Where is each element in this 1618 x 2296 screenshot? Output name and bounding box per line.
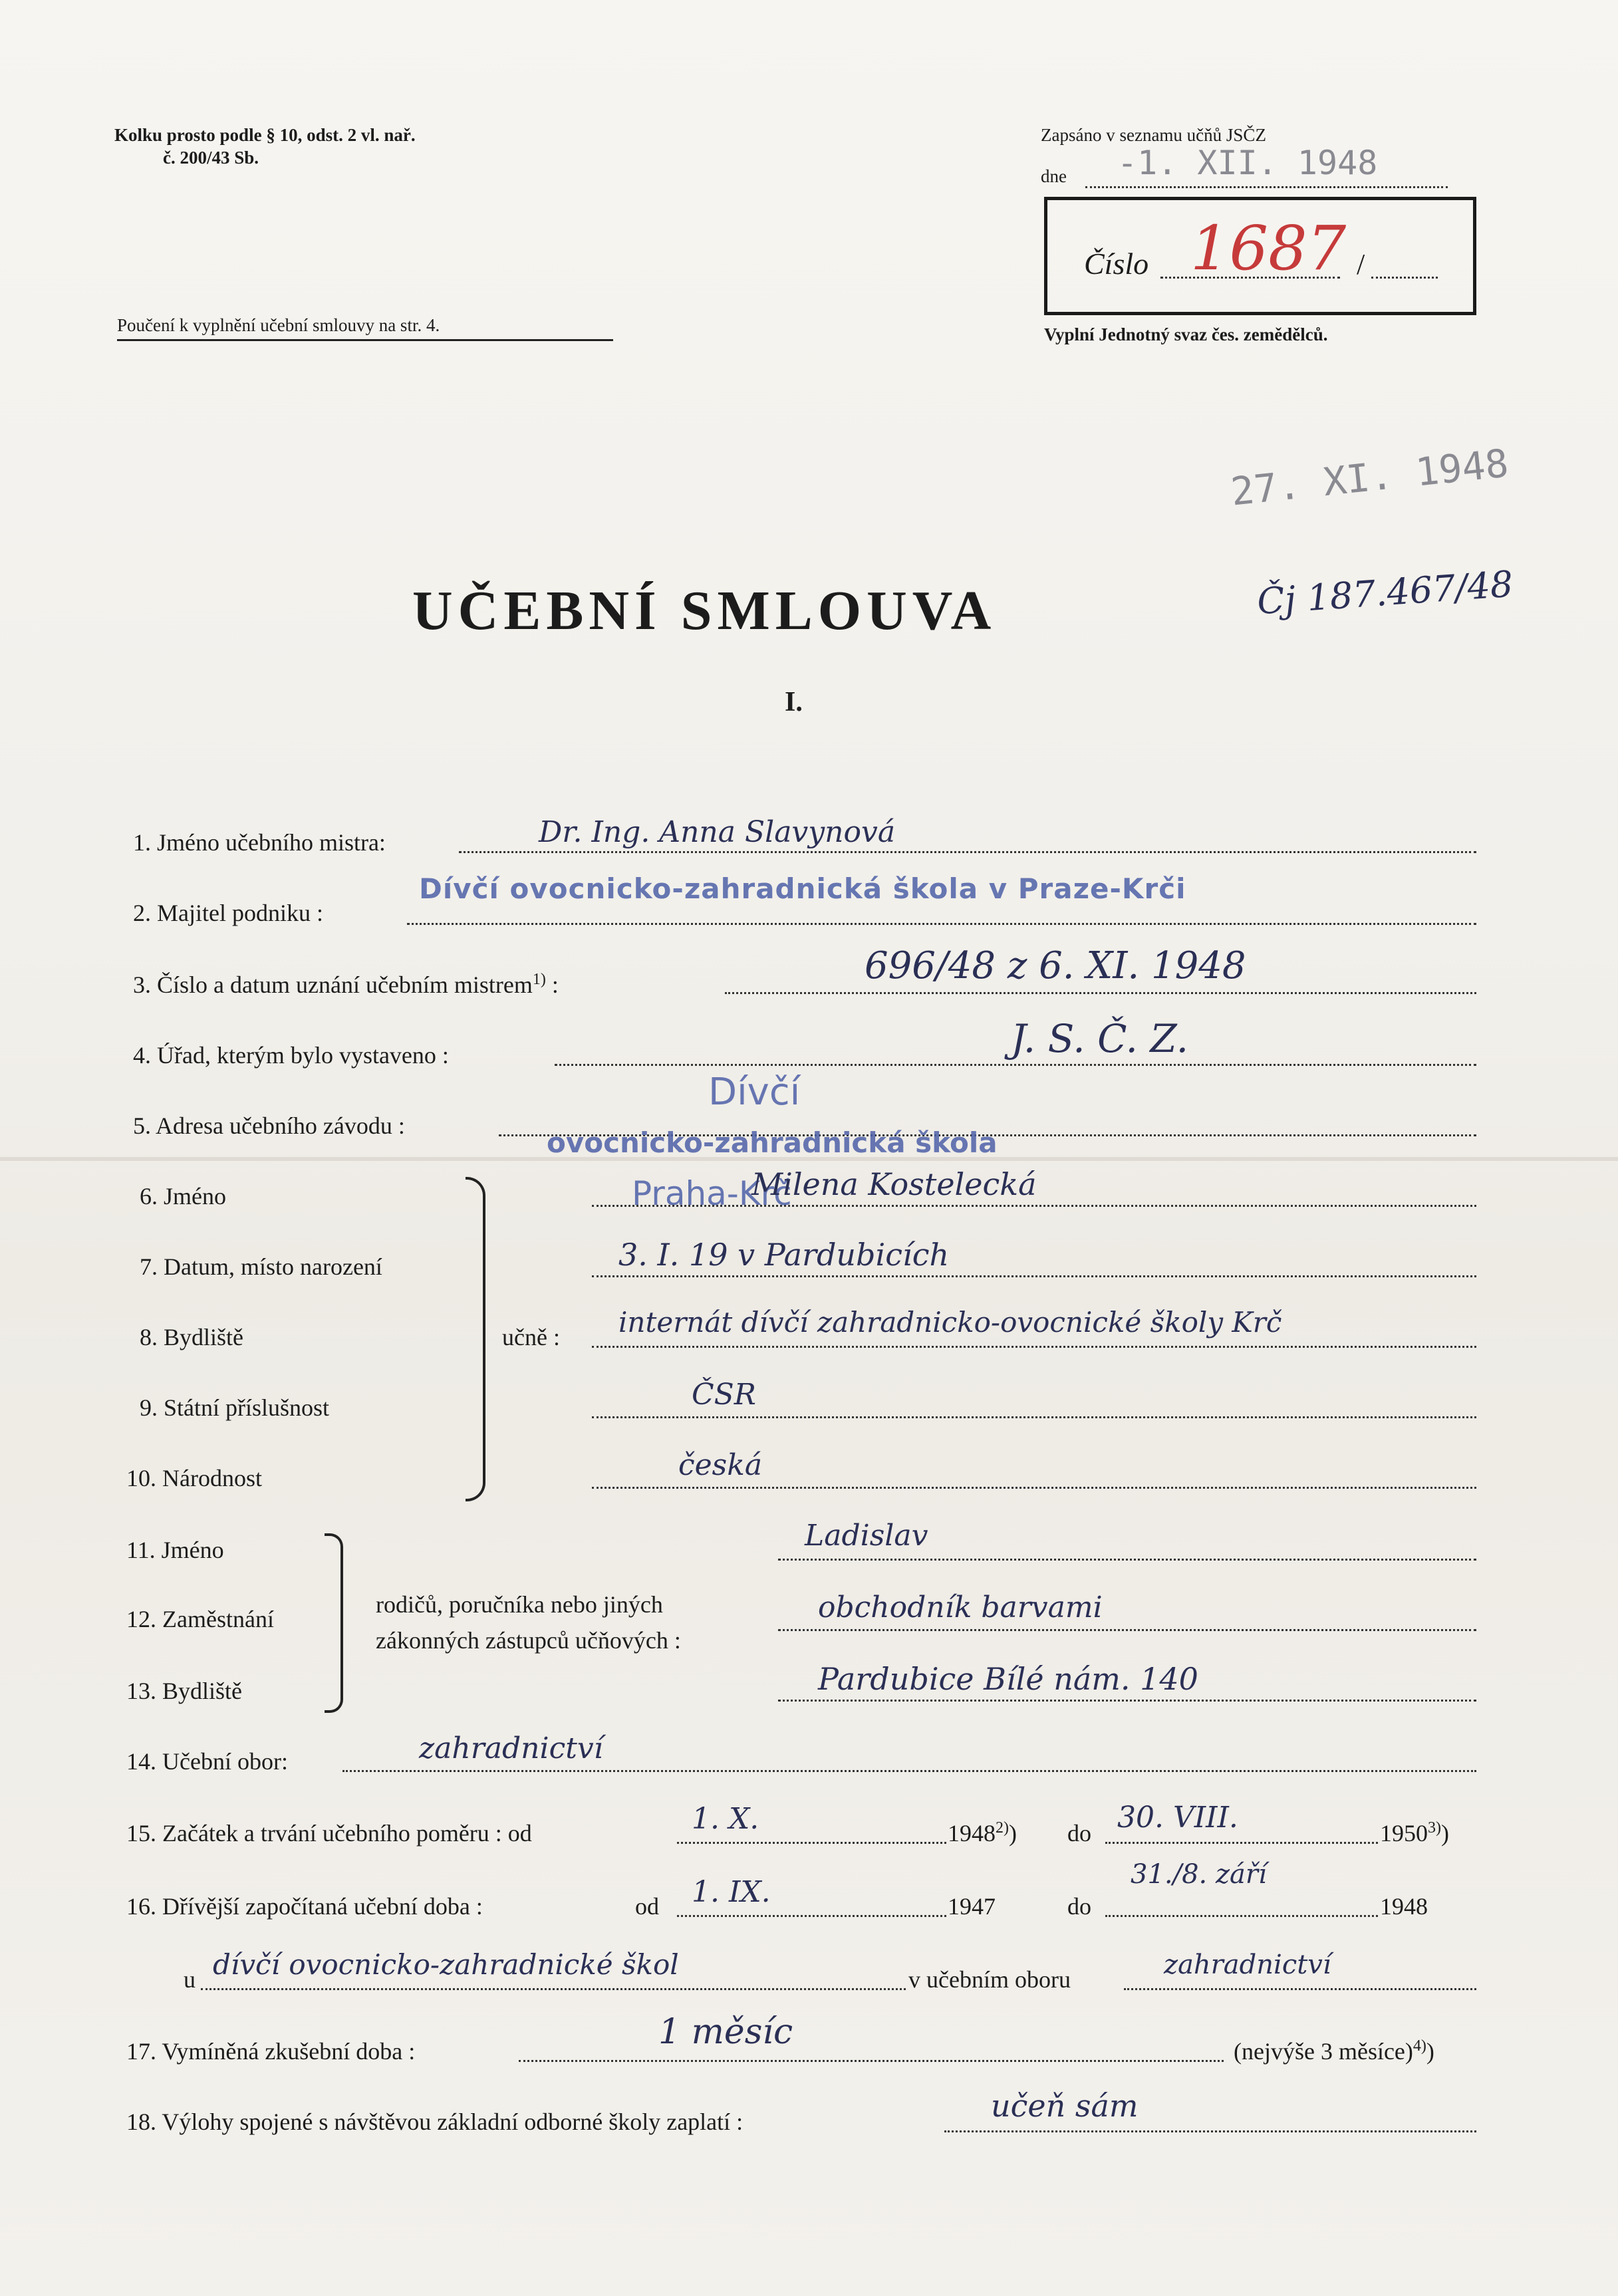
field-15-label: 15. Začátek a trvání učebního poměru : od [126,1820,532,1847]
school-stamp-line-3: Praha-Krč [632,1174,792,1213]
field-16-from: 1. IX. [692,1875,771,1909]
parents-brace [325,1533,343,1713]
field-3-label [133,971,559,999]
number-label: Číslo [1084,247,1149,281]
field-16b-branch-label: v učebním oboru [908,1966,1071,1993]
number-suffix: / [1357,248,1365,281]
field-15-from-year: 1948$^{2)}$) [948,1819,1017,1847]
document-title: UČEBNÍ SMLOUVA [412,580,997,642]
field-3-value: 696/48 z 6. XI. 1948 [865,944,1246,987]
field-3-colon: : [551,971,559,998]
stamp-duty-decree: č. 200/43 Sb. [163,148,259,168]
field-7-value: 3. I. 19 v Pardubicích [618,1237,950,1273]
field-15-from: 1. X. [692,1802,759,1836]
field-17-label: 17. Vymíněná zkušební doba : [126,2038,416,2065]
field-15-from-year-text: 1948 [948,1820,996,1847]
field-16-to: 31./8. září [1131,1859,1267,1890]
field-3-label-text: 3. Číslo a datum uznání učebním mistrem [133,971,533,998]
field-13-value: Pardubice Bílé nám. 140 [818,1661,1198,1697]
field-17-value: 1 měsíc [658,2012,793,2052]
received-date-stamp: 27. XI. 1948 [1228,440,1511,515]
field-10-label: 10. Národnost [126,1465,262,1491]
field-2-stamp: Dívčí ovocnicko-zahradnická škola v Praze-Krči [419,872,1186,905]
field-14-value: zahradnictví [419,1731,603,1765]
field-9-label: 9. Státní příslušnost [140,1394,330,1421]
field-17-note: (nejvýše 3 měsíce)$^{4)}$) [1234,2037,1434,2065]
field-3-footnote-mark: 1) [532,971,546,988]
field-1-value: Dr. Ing. Anna Slavynová [539,815,896,849]
field-16b-at-label: u [184,1966,196,1993]
field-4-value: J. S. Č. Z. [1011,1016,1189,1061]
field-9-value: ČSR [692,1378,756,1412]
apprentice-brace [466,1177,485,1501]
school-stamp-line-2: ovocnicko-zahradnická škola [547,1126,998,1159]
field-8-label: 8. Bydliště [140,1324,244,1350]
field-11-label: 11. Jméno [126,1537,224,1563]
field-12-label: 12. Zaměstnání [126,1606,274,1632]
field-6-value: Milena Kostelecká [751,1166,1037,1202]
field-5-label: 5. Adresa učebního závodu : [133,1112,405,1139]
instructions-note: Poučení k vyplnění učební smlouvy na str. 4. [117,315,440,335]
registry-date-stamp: -1. XII. 1948 [1117,144,1378,182]
field-18-value: učeň sám [991,2088,1139,2124]
section-number: I. [785,687,803,717]
field-17-note-text: (nejvýše 3 měsíce) [1234,2038,1413,2065]
field-16-from-label: od [635,1893,659,1920]
field-6-label: 6. Jméno [140,1183,226,1210]
field-18-label: 18. Výlohy spojené s návštěvou základní odborné školy zaplatí : [126,2108,743,2135]
field-16-to-year: 1948 [1380,1893,1428,1920]
field-15-to-year: 1950$^{3)}$) [1380,1819,1449,1847]
field-8-value: internát dívčí zahradnicko-ovocnické školy Krč [618,1306,1282,1339]
field-15-to-label: do [1067,1820,1091,1847]
school-stamp-line-1: Dívčí [708,1071,801,1114]
stamp-duty-note: Kolku prosto podle § 10, odst. 2 vl. nař. [114,125,416,145]
field-16b-branch-value: zahradnictví [1164,1950,1331,1980]
field-12-value: obchodník barvami [818,1591,1103,1624]
reference-number: Čj 187.467/48 [1256,563,1515,623]
field-13-label: 13. Bydliště [126,1678,243,1704]
parents-label-line-1: rodičů, poručníka nebo jiných [376,1591,663,1618]
field-15-footnote-a: 2) [996,1819,1009,1837]
field-15-to-year-text: 1950 [1380,1820,1428,1847]
field-16-from-year: 1947 [948,1893,996,1920]
field-16b-at-value: dívčí ovocnicko-zahradnické škol [213,1948,679,1981]
field-16-to-label: do [1067,1893,1091,1920]
field-1-label: 1. Jméno učebního mistra: [133,829,386,856]
registry-number-value: 1687 [1190,213,1347,284]
field-10-value: česká [678,1448,763,1482]
parents-label-line-2: zákonných zástupců učňových : [376,1627,681,1654]
field-15-to: 30. VIII. [1117,1801,1238,1835]
date-label: dne [1041,166,1067,186]
apprentice-label: učně : [502,1324,560,1350]
filled-by-note: Vyplní Jednotný svaz čes. zemědělců. [1044,324,1328,344]
field-17-footnote-mark: 4) [1413,2037,1426,2055]
registry-label: Zapsáno v seznamu učňů JSČZ [1041,125,1266,145]
field-7-label: 7. Datum, místo narození [140,1253,382,1280]
field-11-value: Ladislav [805,1519,928,1553]
field-15-footnote-b: 3) [1428,1819,1441,1837]
instructions-underline [117,339,613,341]
field-2-label: 2. Majitel podniku : [133,900,323,926]
field-4-label: 4. Úřad, kterým bylo vystaveno : [133,1042,449,1069]
field-16-label: 16. Dřívější započítaná učební doba : [126,1893,483,1920]
field-14-label: 14. Učební obor: [126,1748,288,1775]
